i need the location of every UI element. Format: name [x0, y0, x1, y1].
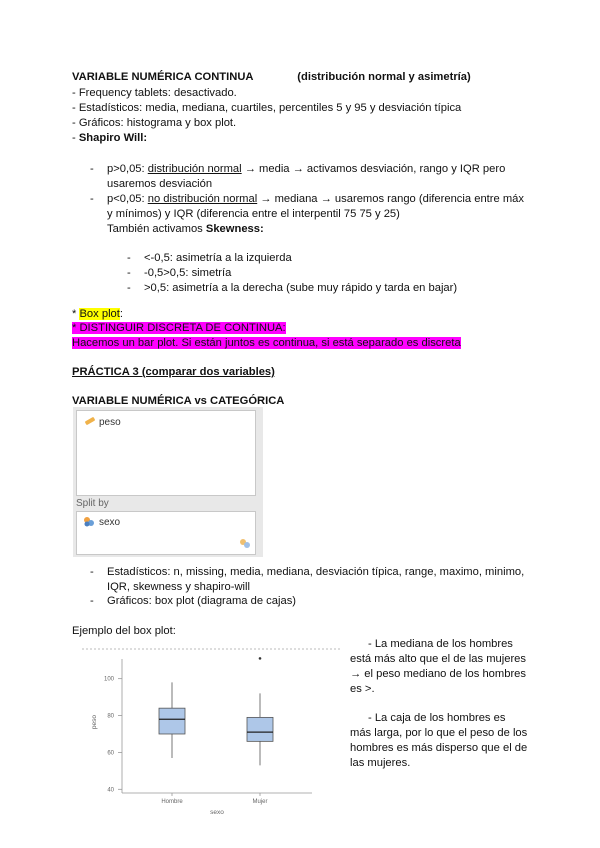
- shapiro-prefix: -: [72, 132, 79, 144]
- section-heading-continua: [72, 71, 471, 83]
- skewness-pre: También activamos: [107, 223, 206, 235]
- bullet-underlined: no distribución normal: [147, 193, 258, 205]
- practica-heading: PRÁCTICA 3 (comparar dos variables): [72, 366, 275, 378]
- note-line: hombres es más disperso que el de: [350, 742, 528, 754]
- box-mujer: [247, 717, 273, 741]
- bullet-dash: -: [90, 193, 94, 205]
- box-hombre: [159, 708, 185, 734]
- boxplot-colon: :: [119, 308, 124, 320]
- x-tick-label: Hombre: [161, 799, 183, 805]
- pink-highlight-2: Hacemos un bar plot. Si están juntos es continua, si está separado es discreta: [72, 337, 461, 349]
- note-line: es >.: [350, 683, 375, 695]
- bullet-post: → mediana → usaremos rango (diferencia entre máx: [257, 193, 524, 205]
- dependent-variable-box[interactable]: [76, 410, 256, 496]
- bullet-dash: -: [90, 595, 94, 607]
- boxplot-label: Box plot: [79, 308, 120, 320]
- heading-right: (distribución normal y asimetría): [297, 71, 471, 83]
- y-tick-label: 100: [103, 676, 114, 683]
- bullet-pre: p>0,05:: [107, 163, 148, 175]
- y-tick-label: 40: [107, 787, 114, 794]
- shapiro-line: [72, 132, 147, 144]
- split-by-label: Split by: [76, 498, 109, 509]
- note-line: está más alto que el de las mujeres: [350, 653, 526, 665]
- bullet-underlined: distribución normal: [147, 163, 242, 175]
- skew-item: -0,5>0,5: simetría: [144, 267, 232, 279]
- boxplot-chart: [82, 645, 342, 817]
- bullet-dash: -: [127, 267, 131, 279]
- skew-item: >0,5: asimetría a la derecha (sube muy rápido y tarda en bajar): [144, 282, 458, 294]
- bullet-no-normal-line3: [107, 223, 264, 235]
- note-line: - La mediana de los hombres: [368, 638, 513, 650]
- y-tick-label: 80: [107, 713, 114, 720]
- split-item-sexo[interactable]: sexo: [99, 517, 121, 528]
- section-heading-categorica: VARIABLE NUMÉRICA vs CATEGÓRICA: [72, 395, 285, 407]
- skewness-label: Skewness:: [205, 223, 264, 235]
- nominal-icon: [83, 516, 95, 527]
- y-axis-label: peso: [91, 714, 98, 730]
- bullet-dash: -: [127, 252, 131, 264]
- skew-item: <-0,5: asimetría a la izquierda: [144, 252, 292, 264]
- stats-item-line2: IQR, skewness y shapiro-will: [107, 581, 250, 593]
- variable-item-peso[interactable]: peso: [99, 417, 121, 428]
- note-line: → el peso mediano de los hombres: [350, 668, 526, 680]
- shapiro-label: Shapiro Will:: [78, 132, 148, 144]
- x-axis-label: sexo: [210, 809, 224, 816]
- pink-highlight-1: * DISTINGUIR DISCRETA DE CONTINUA:: [72, 322, 286, 334]
- text-line: - Gráficos: histograma y box plot.: [72, 117, 237, 129]
- bullet-pre: p<0,05:: [107, 193, 148, 205]
- text-line: - Frequency tablets: desactivado.: [72, 87, 237, 99]
- stats-item: Estadísticos: n, missing, media, mediana, desviación típica, range, maximo, minimo,: [107, 566, 525, 578]
- y-tick-label: 60: [107, 750, 114, 757]
- text-line: - Estadísticos: media, mediana, cuartiles, percentiles 5 y 95 y desviación típica: [72, 102, 462, 114]
- stats-item: Gráficos: box plot (diagrama de cajas): [107, 595, 297, 607]
- heading-left: VARIABLE NUMÉRICA CONTINUA: [72, 71, 254, 83]
- outlier-point: [259, 657, 262, 660]
- boxplot-star: *: [72, 308, 80, 320]
- bullet-no-normal: [107, 193, 524, 205]
- bullet-dash: -: [90, 163, 94, 175]
- note-spread: [350, 711, 527, 771]
- note-line: las mujeres.: [350, 757, 411, 769]
- ejemplo-label: Ejemplo del box plot:: [72, 625, 176, 637]
- boxplot-note: [72, 308, 123, 320]
- bullet-normal-line2: usaremos desviación: [107, 178, 213, 190]
- ruler-icon: [84, 416, 96, 426]
- note-line: más larga, por lo que el peso de los: [350, 727, 528, 739]
- note-median: [350, 637, 526, 697]
- nominal-small-icon: [239, 538, 251, 549]
- note-line: - La caja de los hombres es: [368, 712, 506, 724]
- x-tick-label: Mujer: [252, 799, 268, 805]
- bullet-dash: -: [90, 566, 94, 578]
- bullet-normal: [107, 163, 505, 175]
- bullet-dash: -: [127, 282, 131, 294]
- bullet-post: → media → activamos desviación, rango y IQR pero: [241, 163, 506, 175]
- bullet-no-normal-line2: y mínimos) y IQR (diferencia entre el interpentil 75 75 y 25): [107, 208, 400, 220]
- split-by-box[interactable]: [76, 511, 256, 555]
